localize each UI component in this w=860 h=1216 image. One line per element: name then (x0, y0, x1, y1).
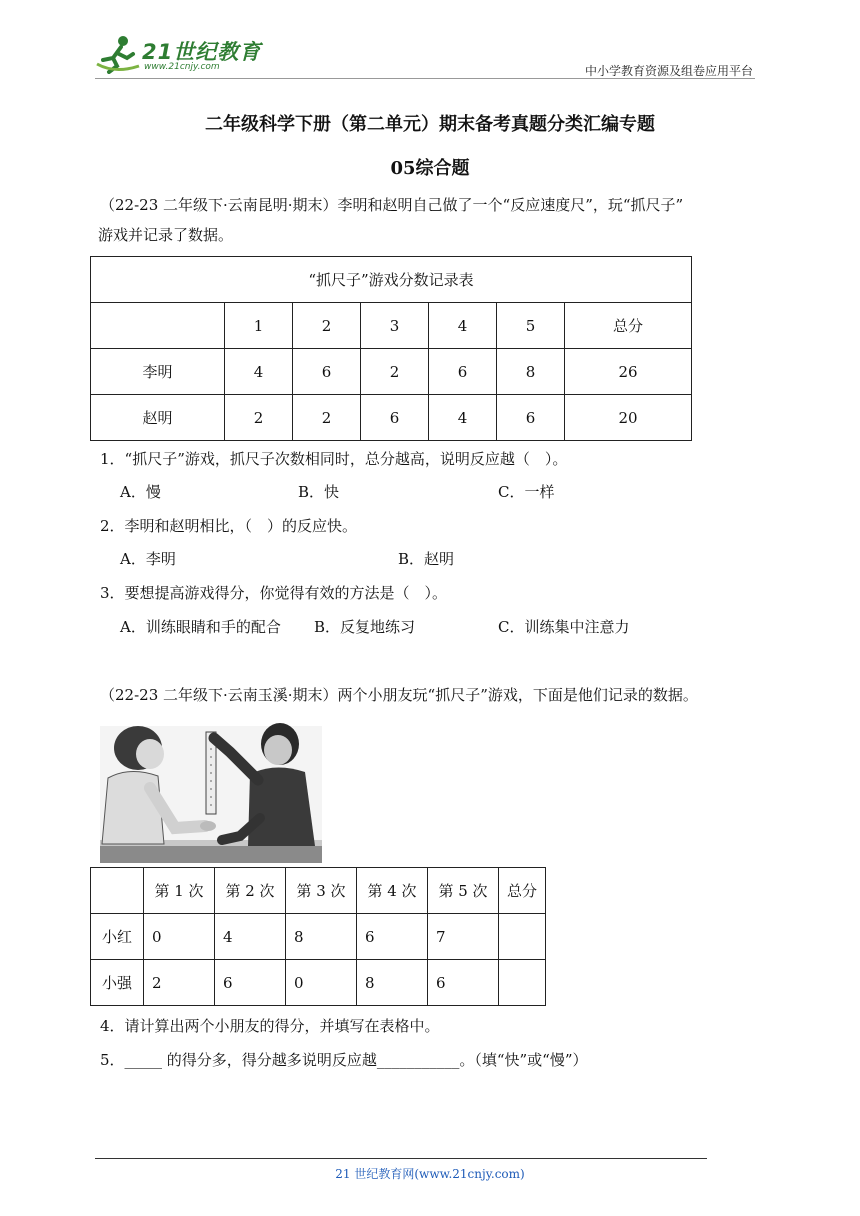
table-cell: 6 (215, 960, 286, 1006)
table-cell: 6 (429, 349, 497, 395)
table-cell: 6 (357, 914, 428, 960)
table-cell: 0 (144, 914, 215, 960)
header-cell: 5 (497, 303, 565, 349)
table-cell: 4 (429, 395, 497, 441)
header-cell: 第 3 次 (286, 868, 357, 914)
table-cell: 6 (293, 349, 361, 395)
table-cell: 赵明 (91, 395, 225, 441)
q2-option-a: A．李明 (120, 550, 176, 568)
table-cell: 2 (225, 395, 293, 441)
question-5: 5．_____ 的得分多，得分越多说明反应越___________。（填“快”或“慢”） (100, 1051, 588, 1069)
ruler-game-photo (100, 718, 322, 863)
header-cell: 总分 (565, 303, 692, 349)
score-table-2 (90, 867, 546, 1006)
table-cell: 0 (286, 960, 357, 1006)
footer-divider (95, 1158, 707, 1159)
header-cell (91, 868, 144, 914)
table-cell: 2 (293, 395, 361, 441)
table-header-row (91, 303, 692, 349)
question-3: 3．要想提高游戏得分，你觉得有效的方法是（ ）。 (100, 584, 448, 602)
header-divider (95, 78, 755, 79)
table-cell: 4 (225, 349, 293, 395)
table-row (91, 395, 692, 441)
question-2: 2．李明和赵明相比，（ ）的反应快。 (100, 517, 358, 535)
table-cell: 20 (565, 395, 692, 441)
table-cell: 2 (361, 349, 429, 395)
q1-option-c: C．一样 (498, 483, 555, 501)
table-cell: 6 (497, 395, 565, 441)
table-row (91, 960, 546, 1006)
table-cell: 6 (428, 960, 499, 1006)
header-cell: 1 (225, 303, 293, 349)
q3-option-b: B．反复地练习 (314, 618, 416, 636)
header-cell (91, 303, 225, 349)
header-platform-text: 中小学教育资源及组卷应用平台 (584, 64, 753, 78)
runner-logo-icon (95, 34, 141, 74)
total-answer-cell[interactable] (499, 960, 546, 1006)
page-title: 二年级科学下册（第二单元）期末备考真题分类汇编专题 (205, 114, 655, 135)
score-table-1-caption: “抓尺子”游戏分数记录表 (91, 257, 692, 303)
table-cell: 8 (357, 960, 428, 1006)
children-catching-ruler-illustration (100, 718, 322, 863)
table-cell: 26 (565, 349, 692, 395)
table-row (91, 914, 546, 960)
logo-url: www.21cnjy.com (144, 62, 220, 72)
total-answer-cell[interactable] (499, 914, 546, 960)
section1-intro-line2: 游戏并记录了数据。 (98, 226, 234, 244)
table-row (91, 349, 692, 395)
table-cell: 2 (144, 960, 215, 1006)
header-cell: 4 (429, 303, 497, 349)
q1-option-b: B．快 (298, 483, 340, 501)
footer-link[interactable]: 21 世纪教育网(www.21cnjy.com) (335, 1167, 525, 1181)
table-cell: 8 (286, 914, 357, 960)
site-logo (95, 34, 265, 76)
header-cell: 第 1 次 (144, 868, 215, 914)
table-cell: 小强 (91, 960, 144, 1006)
table-cell: 6 (361, 395, 429, 441)
table-cell: 4 (215, 914, 286, 960)
question-1: 1．“抓尺子”游戏，抓尺子次数相同时，总分越高，说明反应越（ ）。 (100, 450, 568, 468)
page-subtitle: 05综合题 (390, 158, 470, 179)
header-cell: 第 2 次 (215, 868, 286, 914)
table-cell: 8 (497, 349, 565, 395)
table-cell: 7 (428, 914, 499, 960)
table-cell: 小红 (91, 914, 144, 960)
section1-intro-line1: （22-23 二年级下·云南昆明·期末）李明和赵明自己做了一个“反应速度尺”，玩“抓尺子” (100, 196, 684, 214)
question-4: 4．请计算出两个小朋友的得分，并填写在表格中。 (100, 1017, 440, 1035)
table-header-row (91, 868, 546, 914)
score-table-1 (90, 256, 692, 441)
q2-option-b: B．赵明 (398, 550, 455, 568)
header-cell: 3 (361, 303, 429, 349)
logo-text: 21世纪教育 (142, 40, 262, 64)
q3-option-c: C．训练集中注意力 (498, 618, 630, 636)
section2-intro: （22-23 二年级下·云南玉溪·期末）两个小朋友玩“抓尺子”游戏，下面是他们记录的数据。 (100, 686, 698, 704)
header-cell: 第 5 次 (428, 868, 499, 914)
header-cell: 2 (293, 303, 361, 349)
header-cell: 第 4 次 (357, 868, 428, 914)
q1-option-a: A．慢 (120, 483, 161, 501)
section1-intro (100, 190, 780, 250)
header-cell: 总分 (499, 868, 546, 914)
q3-option-a: A．训练眼睛和手的配合 (120, 618, 281, 636)
table-cell: 李明 (91, 349, 225, 395)
